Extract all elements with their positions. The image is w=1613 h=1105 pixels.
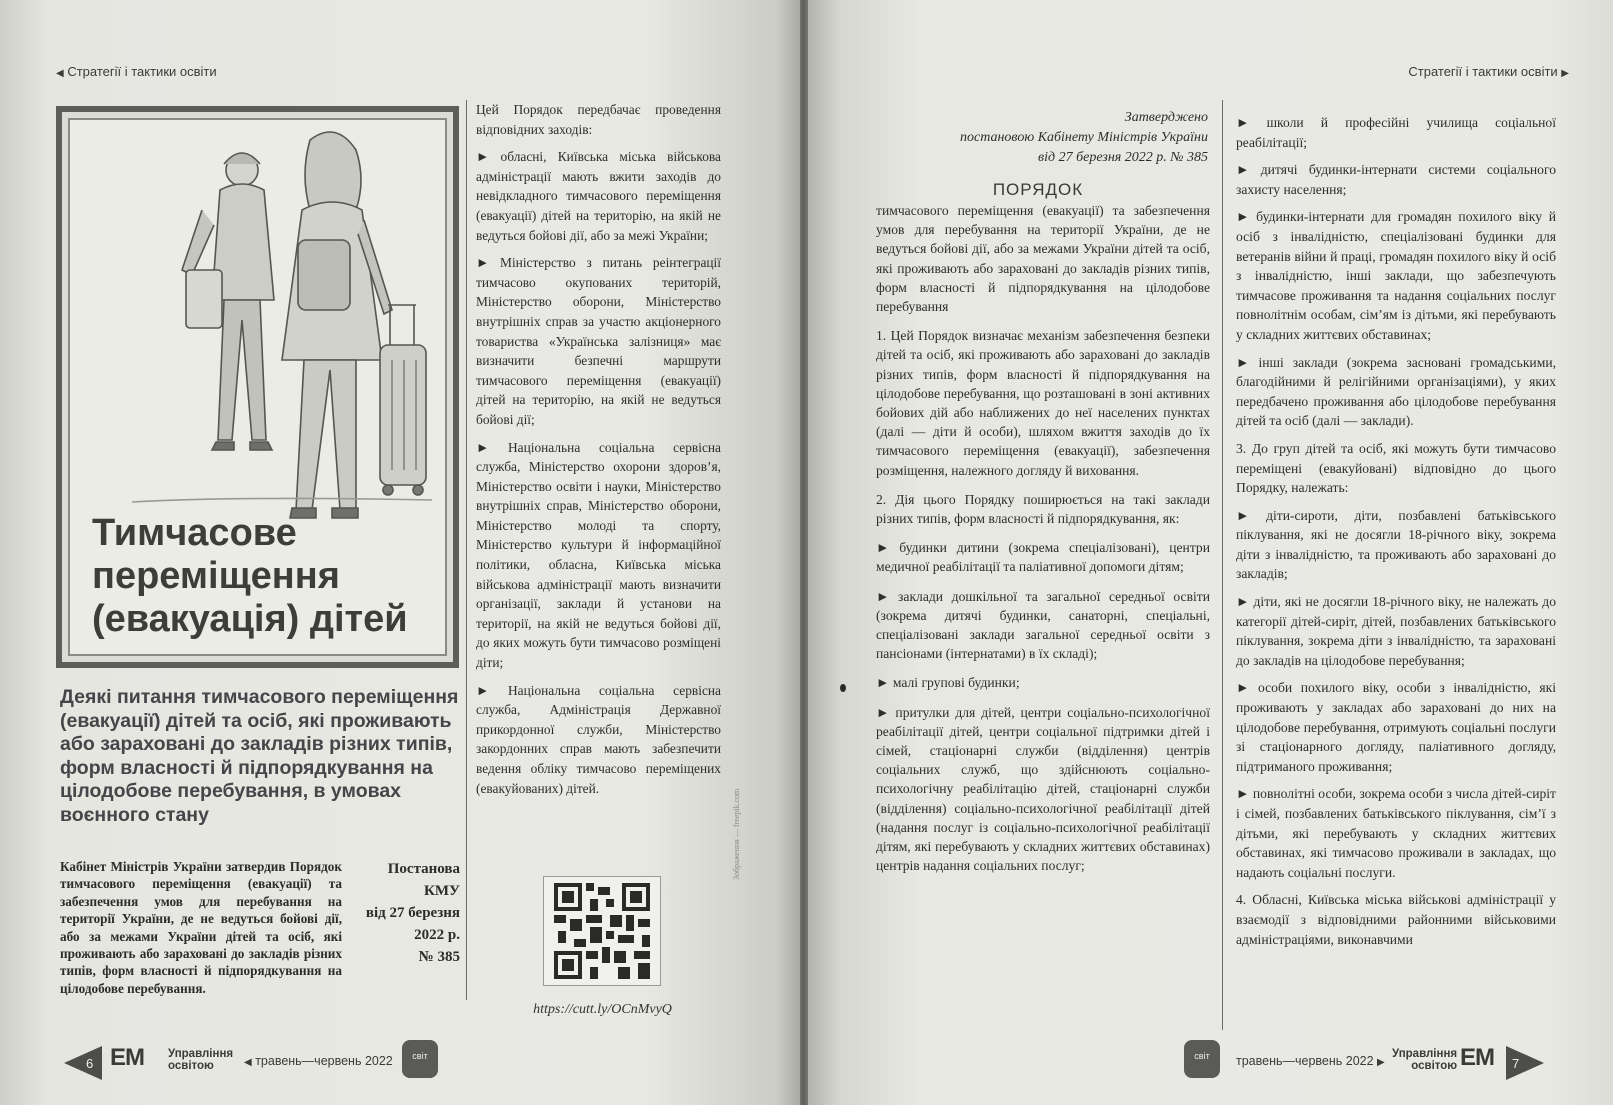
paragraph: ► інші заклади (зокрема засновані громадськими, благодійними й релігійними організаціями), у яких передбачено проживання або цілодобове перебування дітей та осіб (далі — заклади). <box>1236 354 1556 429</box>
decree-line: 2022 р. <box>414 927 460 943</box>
column-rule <box>1222 100 1223 1030</box>
document-title: ПОРЯДОК <box>992 180 1084 199</box>
em-logo-subtitle <box>168 1048 233 1072</box>
paragraph: ► притулки для дітей, центри соціально-психологічної реабілітації дітей, центри соціальної підтримки дітей і сімей, стаціонарні служби (відділення) центрів соціальних служб, що здійснюють соціально-психологічну реабілітацію дітей, стаціонарні служби (відділення) соціально-психологічної реабілітації дітей (надання послуг із соціально-психологічної реабілітації дітям, які перебувають у складних життєвих обставинах) центрів надання соціальних послуг; <box>876 704 1210 874</box>
decree-line: № 385 <box>418 949 460 965</box>
issue-date <box>1236 1054 1385 1068</box>
publisher-badge: світ <box>1184 1040 1220 1078</box>
right-page <box>808 0 1613 1105</box>
decree-line: КМУ <box>423 883 460 899</box>
decree-reference <box>350 858 460 968</box>
left-triangle-icon: ◀ <box>56 68 64 79</box>
decree-line: Постанова <box>387 861 460 877</box>
decree-line: від 27 березня <box>365 905 460 921</box>
approval-line: від 27 березня 2022 р. № 385 <box>1038 150 1208 165</box>
left-triangle-icon: ◀ <box>244 1057 252 1068</box>
issue-date <box>244 1054 393 1068</box>
issue-date-label: травень—червень 2022 <box>255 1054 393 1068</box>
paragraph: 3. До груп дітей та осіб, які можуть бути тимчасово переміщені (евакуйовані) відповідно до цього Порядку, належать: <box>1236 440 1556 496</box>
right-running-head <box>1408 64 1569 79</box>
paragraph: ► діти-сироти, діти, позбавлені батьківського піклування, які не досягли 18-річного віку, зокрема діти з інвалідністю, та проживають або зараховані до закладів; <box>1236 507 1556 582</box>
right-triangle-icon: ▶ <box>1377 1057 1385 1068</box>
image-credit: Зображення — freepik.com <box>732 788 741 880</box>
paragraph: ► особи похилого віку, особи з інвалідністю, які проживають у закладах або зараховані до них на цілодобове перебування, отримують соціальні послуги зі стаціонарного догляду, паліативного догляду, підтриманого проживання; <box>1236 680 1556 774</box>
paragraph: Цей Порядок передбачає проведення відповідних заходів: <box>476 102 721 137</box>
approval-line: постановою Кабінету Міністрів України <box>959 130 1208 145</box>
hero-title: Тимчасове переміщення (евакуація) дітей <box>92 512 408 640</box>
ink-speck <box>840 684 846 692</box>
paragraph: ► повнолітні особи, зокрема особи з числа дітей-сиріт і сімей, позбавлених батьківського піклування, сім’ї з дітьми, які перебувають у складних життєвих обставинах, які тимчасово проживали в закладах, що надають соціальні послуги. <box>1236 786 1556 880</box>
page-number: 6 <box>86 1056 94 1071</box>
article-subtitle: Деякі питання тимчасового переміщення (евакуації) дітей та осіб, які проживають або зараховані до закладів різних типів, форм власності й підпорядкування на цілодобове перебування, в умовах воєнного стану <box>60 686 459 826</box>
qr-link[interactable]: https://cutt.ly/OCnMvyQ <box>533 1002 672 1017</box>
em-logo-sub-line: Управління <box>1392 1048 1458 1060</box>
qr-code[interactable] <box>543 876 661 986</box>
hero-box <box>56 106 459 668</box>
page-number-arrow-left <box>64 1046 102 1080</box>
paragraph: ► Національна соціальна сервісна служба, Адміністрація Державної прикордонної служби, Міністерство закордонних справ мають забезпечити ведення обліку тимчасово переміщених (евакуйованих) дітей. <box>476 682 721 796</box>
column-rule <box>466 100 467 1000</box>
em-logo-sub-line: освітою <box>1411 1060 1458 1072</box>
right-footer <box>808 1040 1613 1088</box>
paragraph: ► дитячі будинки-інтернати системи соціального захисту населення; <box>1236 162 1556 197</box>
paragraph: 1. Цей Порядок визначає механізм забезпечення безпеки дітей та осіб, які проживають або зараховані до закладів різних типів, форм власності й підпорядкування на цілодобове перебування, що розташовані в зоні активних бойових дій або наближених до неї населених пунктах (далі — діти й особи), шляхом вжиття заходів до їх тимчасового переміщення (евакуації), забезпечення розміщення, належного догляду й виховання. <box>876 328 1210 478</box>
paragraph: тимчасового переміщення (евакуації) та забезпечення умов для перебування на території України, де не ведуться бойові дії, або за межами України дітей та осіб, які проживають або зараховані до закладів різних типів, форм власності й підпорядкування на цілодобове перебування <box>876 203 1210 315</box>
travelers-illustration <box>132 120 432 520</box>
right-column-2 <box>1236 113 1556 957</box>
right-column-1 <box>876 201 1210 886</box>
issue-date-label: травень—червень 2022 <box>1236 1054 1374 1068</box>
left-page <box>0 0 800 1105</box>
right-triangle-icon: ▶ <box>1561 68 1569 79</box>
publisher-badge: світ <box>402 1040 438 1078</box>
paragraph: ► заклади дошкільної та загальної середньої освіти (зокрема дитячі будинки, санаторні, спеціальні, спеціалізовані заклади загальної середньої освіти з пансіонами (інтернатами) в їх складі); <box>876 588 1210 662</box>
left-running-head-label: Стратегії і тактики освіти <box>67 64 217 79</box>
em-logo-sub-line: освітою <box>168 1060 214 1072</box>
middle-column <box>476 100 721 806</box>
paragraph: ► діти, які не досягли 18-річного віку, не належать до категорії дітей-сиріт, дітей, позбавлених батьківського піклування, зокрема діти з інвалідністю, та зараховані до закладів на цілодобове перебування; <box>1236 594 1556 668</box>
paragraph: ► будинки дитини (зокрема спеціалізовані), центри медичної реабілітації та паліативної допомоги дітям; <box>876 540 1210 575</box>
page-number: 7 <box>1512 1056 1520 1071</box>
em-logo: ЕМ <box>1460 1044 1494 1071</box>
approval-line: Затверджено <box>1124 110 1208 125</box>
left-running-head <box>56 64 217 79</box>
article-lede: Кабінет Міністрів України затвердив Порядок тимчасового переміщення (евакуації) та забезпечення умов для перебування на території України, де не ведуться бойові дії, або за межами України дітей та осіб, які проживають або зараховані до закладів різних типів, форм власності й підпорядкування на цілодобове перебування. <box>60 859 342 996</box>
paragraph: ► Міністерство з питань реінтеграції тимчасово окупованих територій, Міністерство оборони, Міністерство внутрішніх справ за участю акціонерного товариства «Українська залізниця» має визначити безпечні маршрути тимчасового переміщення (евакуації) дітей на територію, на якій не ведуться бойові дії; <box>476 255 721 427</box>
paragraph: ► обласні, Київська міська військова адміністрації мають вжити заходів до невідкладного тимчасового переміщення (евакуації) дітей на територію, на якій не ведуться бойові дії, або за межі України; <box>476 149 721 243</box>
em-logo-subtitle <box>1392 1048 1457 1072</box>
paragraph: 2. Дія цього Порядку поширюється на такі заклади різних типів, форм власності й підпорядкування, як: <box>876 491 1210 527</box>
em-logo: ЕМ <box>110 1044 144 1071</box>
qr-code-icon <box>554 883 650 979</box>
paragraph: ► школи й професійні училища соціальної реабілітації; <box>1236 115 1556 150</box>
right-running-head-label: Стратегії і тактики освіти <box>1408 64 1558 79</box>
approval-note <box>868 108 1208 168</box>
paragraph: ► Національна соціальна сервісна служба, Міністерство охорони здоров’я, Міністерство освіти і науки, Міністерство внутрішніх справ, Міністерство оборони, Міністерство молоді та спорту, Міністерство культури й інформаційної політики, обласна, Київська міська військова адміністрації мають визначити організації, заклади й установи на території, на якій не ведуться бойові дії, до яких можуть бути тимчасово розміщені діти; <box>476 439 721 671</box>
paragraph: ► будинки-інтернати для громадян похилого віку й осіб з інвалідністю, спеціалізовані будинки для ветеранів війни й праці, громадян похилого віку й осіб з інвалідністю, інші заклади, що забезпечують тимчасове проживання та надання соціальних послуг повнолітнім особам, сім’ям із дітьми, які перебувають у складних життєвих обставинах; <box>1236 209 1556 342</box>
paragraph: 4. Обласні, Київська міська військові адміністрації у взаємодії з відповідними районними військовими адміністраціями, виконавчими <box>1236 892 1556 947</box>
em-logo-sub-line: Управління <box>168 1048 234 1060</box>
left-footer <box>0 1040 800 1088</box>
hero-inner <box>68 118 447 656</box>
paragraph: ► малі групові будинки; <box>876 675 1020 691</box>
